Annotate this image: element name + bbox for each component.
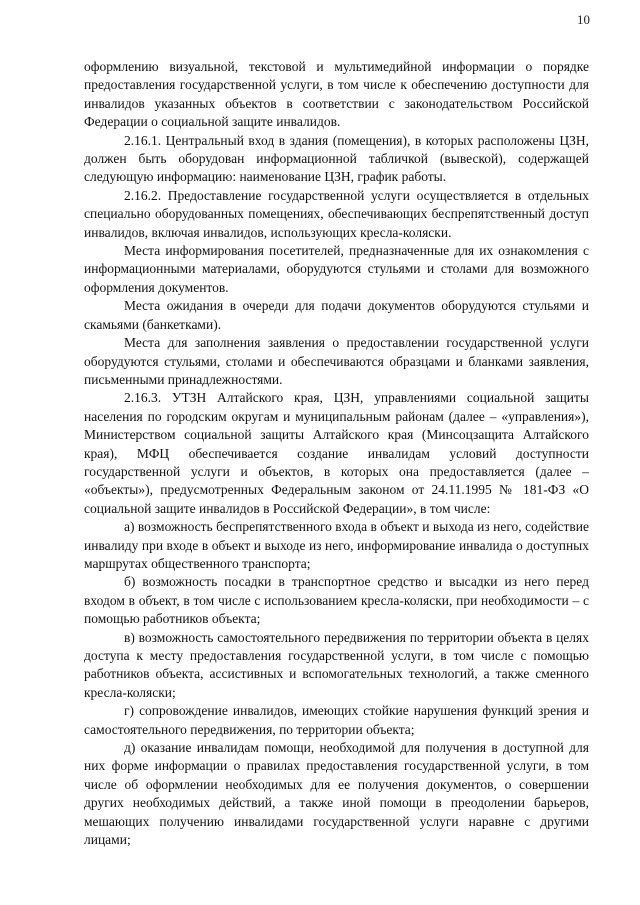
paragraph-2-16-3: 2.16.3. УТЗН Алтайского края, ЦЗН, управлениями социальной защиты населения по городским округам и муниципальным районам (далее – «управления»), Министерством социальной защиты Алтайского края (Минсоцзащита Алтайского края), МФЦ обеспечивается создание инвалидам условий доступности государственной услуги и объектов, в которых она предоставляется (далее – «объекты»), предусмотренных Федеральным законом от 24.11.1995 № 181-ФЗ «О социальной защите инвалидов в Российской Федерации», в том числе: [84,390,589,516]
paragraph-info-places: Места информирования посетителей, предназначенные для их ознакомления с информационными материалами, оборудуются стульями и столами для возможного оформления документов. [84,243,589,295]
list-item-a: а) возможность беспрепятственного входа в объект и выхода из него, содействие инвалиду при входе в объект и выходе из него, информирование инвалида о доступных маршрутах общественного транспорта; [84,519,589,571]
list-item-v: в) возможность самостоятельного передвижения по территории объекта в целях доступа к месту предоставления государственной услуги, в том числе с помощью работников объекта, ассистивных и вспомогательных технологий, а также сменного кресла-коляски; [84,629,589,700]
list-item-g: г) сопровождение инвалидов, имеющих стойкие нарушения функций зрения и самостоятельного передвижения, по территории объекта; [84,703,589,737]
paragraph-application-places: Места для заполнения заявления о предоставлении государственной услуги оборудуются стульями, столами и обеспечиваются образцами и бланками заявления, письменными принадлежностями. [84,335,589,387]
list-item-b: б) возможность посадки в транспортное средство и высадки из него перед входом в объект, в том числе с использованием кресла-коляски, при необходимости – с помощью работников объекта; [84,574,589,627]
page-number: 10 [577,12,590,27]
paragraph-continuation: оформлению визуальной, текстовой и мультимедийной информации о порядке предоставления государственной услуги, в том числе к обеспечению доступности для инвалидов указанных объектов в соответствии с законодательством Российской Федерации о социальной защите инвалидов. [84,59,589,130]
paragraph-waiting-places: Места ожидания в очереди для подачи документов оборудуются стульями и скамьями (банкетками). [84,298,589,332]
list-item-d: д) оказание инвалидам помощи, необходимой для получения в доступной для них форме информации о правилах предоставления государственной услуги, в том числе об оформлении необходимых для ее получения документов, о совершении других необходимых действий, а также иной помощи в преодолении барьеров, мешающих получению инвалидами государственной услуги наравне с другими лицами; [84,740,589,848]
paragraph-2-16-1: 2.16.1. Центральный вход в здания (помещения), в которых расположены ЦЗН, должен быть оборудован информационной табличкой (вывеской), содержащей следующую информацию: наименование ЦЗН, график работы. [84,132,589,185]
document-body [84,58,589,849]
paragraph-2-16-2: 2.16.2. Предоставление государственной услуги осуществляется в отдельных специально оборудованных помещениях, обеспечивающих беспрепятственный доступ инвалидов, включая инвалидов, использующих кресла-коляски. [84,187,589,240]
